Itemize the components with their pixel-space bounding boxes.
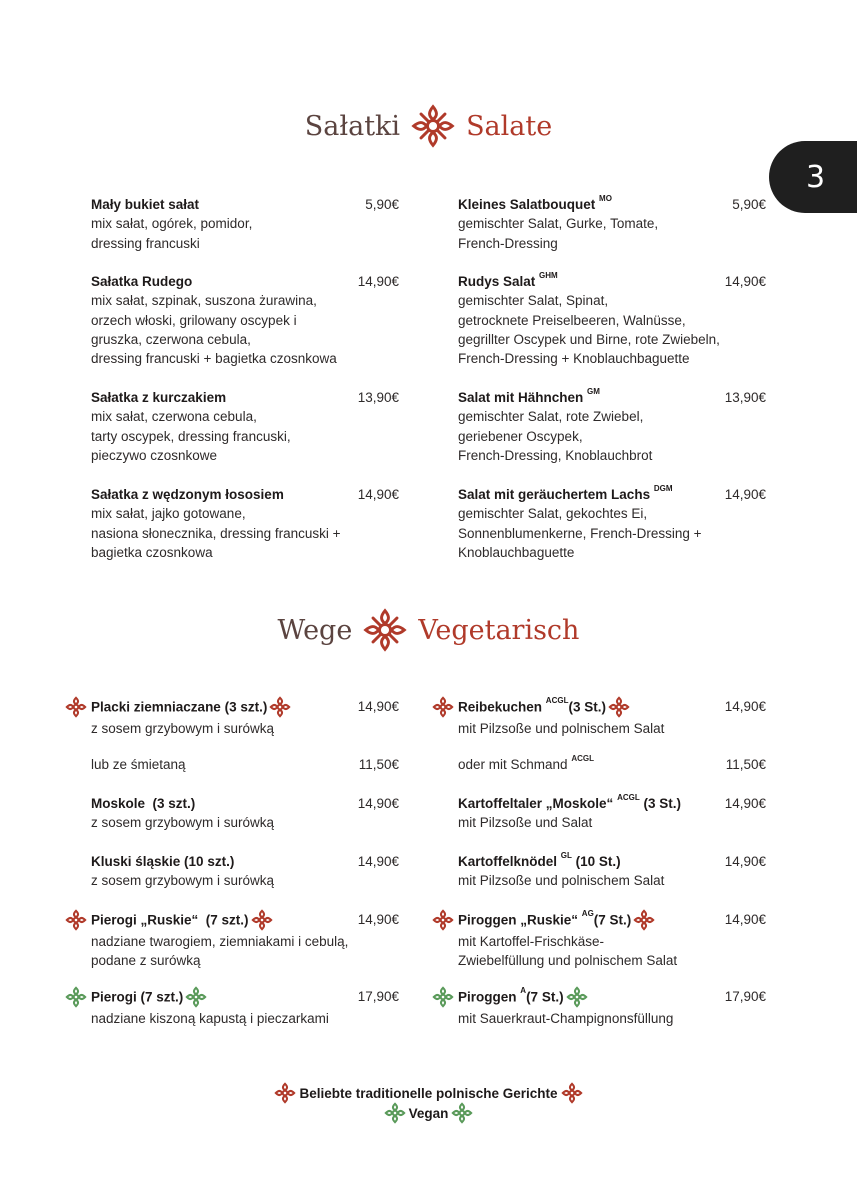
item-price: 14,90€	[357, 912, 399, 927]
allergen-code: GL	[560, 851, 572, 860]
item-desc: gruszka, czerwona cebula,	[91, 331, 251, 347]
page-number: 3	[806, 159, 826, 195]
allergen-code: AG	[581, 909, 594, 918]
item-desc: Sonnenblumenkerne, French-Dressing +	[458, 525, 702, 541]
menu-item	[458, 794, 766, 833]
item-price: 11,50€	[358, 757, 399, 772]
item-price: 17,90€	[724, 989, 766, 1004]
traditional-dish-icon	[432, 909, 454, 931]
page-number-tab	[769, 141, 857, 213]
item-name: Piroggen „Ruskie“ $^{AG}$(7 St.)	[458, 910, 766, 932]
item-price: 13,90€	[357, 390, 399, 405]
vegan-icon	[185, 986, 207, 1008]
allergen-code: ACGL	[617, 793, 640, 802]
item-desc: mit Pilzsoße und polnischem Salat	[458, 873, 665, 889]
item-desc: French-Dressing, Knoblauchbrot	[458, 447, 653, 463]
item-name: lub ze śmietaną	[91, 757, 186, 772]
vegan-icon	[384, 1102, 406, 1124]
item-name: Moskole (3 szt.)	[91, 796, 196, 811]
vege-title-de: Vegetarisch	[418, 614, 580, 646]
menu-item	[458, 697, 766, 738]
item-name: Kartoffelknödel $^{GL}$ (10 St.)	[458, 851, 621, 869]
item-name: Sałatka Rudego	[91, 274, 193, 289]
item-price: 14,90€	[724, 796, 766, 811]
item-name: Placki ziemniaczane (3 szt.)	[91, 697, 399, 719]
allergen-code: DGM	[653, 484, 673, 493]
item-name: Salat mit geräuchertem Lachs $^{DGM}$	[458, 484, 673, 502]
menu-item	[91, 852, 399, 891]
item-price: 14,90€	[724, 912, 766, 927]
menu-item	[91, 697, 399, 738]
item-name: Pierogi „Ruskie“ (7 szt.)	[91, 910, 399, 932]
item-desc: z sosem grzybowym i surówką	[91, 815, 275, 831]
menu-item	[458, 272, 766, 368]
item-desc: nadziane kiszoną kapustą i pieczarkami	[91, 1011, 329, 1026]
item-desc: French-Dressing	[458, 235, 558, 251]
menu-item-variant	[91, 755, 399, 774]
item-price: 17,90€	[357, 989, 399, 1004]
menu-item	[458, 910, 766, 971]
legend-vegan-label: Vegan	[408, 1105, 449, 1121]
menu-item	[458, 388, 766, 465]
item-price: 5,90€	[732, 197, 766, 212]
item-desc: gemischter Salat, Gurke, Tomate,	[458, 216, 659, 232]
item-desc: mit Sauerkraut-Champignonsfüllung	[458, 1011, 674, 1026]
item-price: 14,90€	[724, 487, 766, 502]
legend-vegan	[0, 1102, 857, 1124]
item-name: Sałatka z kurczakiem	[91, 390, 227, 405]
item-desc: gemischter Salat, rote Zwiebel,	[458, 409, 644, 425]
item-price: 14,90€	[357, 796, 399, 811]
item-desc: bagietka czosnkowa	[91, 544, 213, 560]
menu-item	[91, 195, 399, 253]
menu-item	[91, 910, 399, 971]
allergen-code: ACGL	[545, 696, 569, 705]
menu-item	[91, 794, 399, 833]
item-desc: mix sałat, czerwona cebula,	[91, 409, 257, 425]
item-price: 14,90€	[724, 699, 766, 714]
item-price: 11,50€	[725, 757, 766, 772]
item-desc: dressing francuski + bagietka czosnkowa	[91, 351, 337, 367]
vege-heading	[0, 606, 857, 654]
vege-title-pl: Wege	[277, 614, 353, 646]
item-desc: gegrillter Oscypek und Birne, rote Zwiebeln,	[458, 331, 720, 347]
item-desc: z sosem grzybowym i surówką	[91, 721, 275, 736]
item-name: Salat mit Hähnchen $^{GM}$	[458, 387, 600, 405]
item-desc: tarty oscypek, dressing francuski,	[91, 428, 291, 444]
ornament-icon	[410, 102, 456, 150]
salads-title-de: Salate	[466, 110, 553, 142]
item-desc: mix sałat, jajko gotowane,	[91, 506, 246, 522]
item-name: Reibekuchen $^{ACGL}$(3 St.)	[458, 697, 766, 719]
allergen-code: A	[520, 986, 527, 995]
vegan-icon	[451, 1102, 473, 1124]
item-desc: French-Dressing + Knoblauchbaguette	[458, 351, 690, 367]
traditional-dish-icon	[65, 909, 87, 931]
menu-item	[91, 272, 399, 368]
item-desc: mit Pilzsoße und Salat	[458, 815, 593, 831]
allergen-code: ACGL	[571, 754, 594, 763]
traditional-dish-icon	[274, 1082, 296, 1104]
item-desc: mix sałat, szpinak, suszona żurawina,	[91, 293, 317, 309]
item-desc: orzech włoski, grilowany oscypek i	[91, 312, 297, 328]
salads-heading	[0, 102, 857, 150]
item-price: 14,90€	[357, 274, 399, 289]
item-desc: getrocknete Preiselbeeren, Walnüsse,	[458, 312, 686, 328]
traditional-dish-icon	[269, 696, 291, 718]
vegan-icon	[566, 986, 588, 1008]
item-desc: pieczywo czosnkowe	[91, 447, 218, 463]
menu-item	[458, 987, 766, 1028]
item-desc: mit Pilzsoße und polnischem Salat	[458, 721, 665, 736]
traditional-dish-icon	[251, 909, 273, 931]
ornament-icon	[362, 606, 408, 654]
traditional-dish-icon	[432, 696, 454, 718]
vegan-icon	[432, 986, 454, 1008]
item-desc: z sosem grzybowym i surówką	[91, 873, 275, 889]
item-desc: dressing francuski	[91, 235, 200, 251]
item-price: 14,90€	[357, 699, 399, 714]
item-name: Rudys Salat $^{GHM}$	[458, 271, 558, 289]
item-price: 14,90€	[724, 274, 766, 289]
item-name: Pierogi (7 szt.)	[91, 987, 399, 1009]
salads-title-pl: Sałatki	[304, 110, 401, 142]
item-price: 13,90€	[724, 390, 766, 405]
item-desc: geriebener Oscypek,	[458, 428, 583, 444]
item-desc: podane z surówką	[91, 953, 201, 969]
item-desc: Zwiebelfüllung und polnischem Salat	[458, 953, 678, 969]
item-desc: nadziane twarogiem, ziemniakami i cebulą,	[91, 934, 349, 949]
item-name: Sałatka z wędzonym łososiem	[91, 487, 284, 502]
legend-traditional	[0, 1082, 857, 1104]
menu-item	[91, 987, 399, 1028]
item-name: Piroggen $^A$(7 St.)	[458, 987, 766, 1009]
item-name: Kleines Salatbouquet $^{MO}$	[458, 194, 612, 212]
traditional-dish-icon	[561, 1082, 583, 1104]
traditional-dish-icon	[608, 696, 630, 718]
item-price: 14,90€	[357, 854, 399, 869]
menu-item-variant	[458, 755, 766, 774]
allergen-code: MO	[599, 194, 612, 203]
menu-item	[458, 195, 766, 253]
item-name: Mały bukiet sałat	[91, 197, 200, 212]
item-desc: Knoblauchbaguette	[458, 544, 575, 560]
item-desc: gemischter Salat, gekochtes Ei,	[458, 506, 648, 522]
allergen-code: GM	[587, 387, 600, 396]
item-price: 14,90€	[724, 854, 766, 869]
item-price: 5,90€	[365, 197, 399, 212]
item-name: Kluski śląskie (10 szt.)	[91, 854, 235, 869]
item-desc: gemischter Salat, Spinat,	[458, 293, 609, 309]
item-name: oder mit Schmand $^{ACGL}$	[458, 754, 594, 772]
item-price: 14,90€	[357, 487, 399, 502]
item-name: Kartoffeltaler „Moskole“ $^{ACGL}$ (3 St.)	[458, 793, 682, 811]
item-desc: mit Kartoffel-Frischkäse-	[458, 934, 605, 949]
item-desc: nasiona słonecznika, dressing francuski +	[91, 525, 341, 541]
traditional-dish-icon	[65, 696, 87, 718]
menu-item	[91, 388, 399, 465]
vegan-icon	[65, 986, 87, 1008]
allergen-code: GHM	[539, 271, 558, 280]
menu-item	[91, 485, 399, 562]
traditional-dish-icon	[633, 909, 655, 931]
item-desc: mix sałat, ogórek, pomidor,	[91, 216, 253, 232]
menu-item	[458, 485, 766, 562]
menu-item	[458, 852, 766, 891]
legend-traditional-label: Beliebte traditionelle polnische Gerichte	[299, 1085, 558, 1101]
